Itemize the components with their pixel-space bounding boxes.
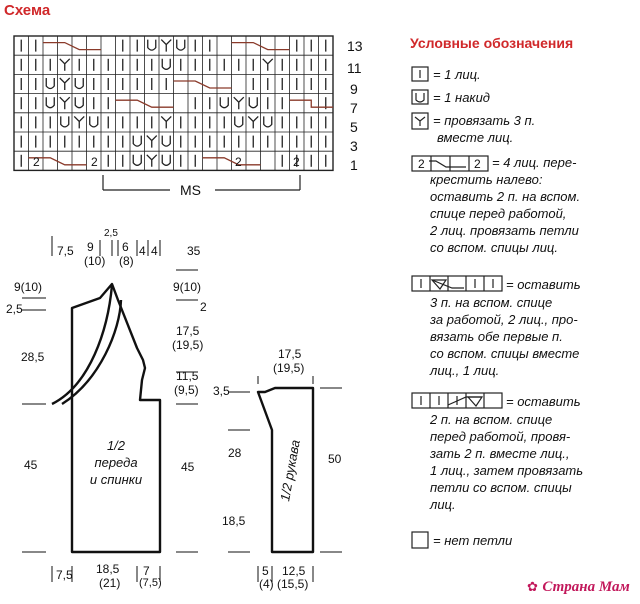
dim-top-g: 35: [187, 244, 201, 258]
dim-right-a: 9(10): [173, 280, 202, 294]
yarn-over-symbol: [177, 40, 185, 51]
yarn-over-symbol: [264, 116, 272, 126]
knitting-chart-symbols: [21, 40, 333, 167]
legend-text: перед работой, провя-: [430, 429, 571, 444]
yarn-over-symbol: [75, 78, 83, 89]
dim-bottom-b: 18,5: [96, 562, 120, 576]
cable-number: 2: [293, 155, 300, 169]
yarn-over-symbol: [61, 116, 69, 126]
diagram-title: Схема: [4, 2, 51, 19]
k3tog-symbol: [234, 97, 244, 109]
legend-cable-number: 2: [418, 157, 425, 171]
yarn-over-symbol: [148, 40, 156, 51]
yarn-over-symbol: [46, 97, 54, 108]
k3tog-symbol: [248, 116, 258, 128]
row-number-5: 5: [350, 119, 358, 135]
cable-cross-symbol: [290, 100, 334, 107]
dim-left-b: 2,5: [6, 302, 23, 316]
dim-top-d: 6: [122, 240, 129, 254]
sleeve-dim-left-c: 18,5: [222, 514, 246, 528]
sleeve-dim-left-b: 28: [228, 446, 242, 460]
yarn-over-symbol: [162, 59, 170, 70]
dim-right-c2: (19,5): [172, 338, 204, 352]
dim-right-c: 17,5: [176, 324, 200, 338]
legend-cable-left: [492, 154, 576, 171]
brand-watermark: [527, 578, 630, 596]
k3tog-symbol: [74, 116, 84, 128]
legend-text: = нет петли: [433, 533, 513, 548]
legend-cable-front-5: [506, 393, 581, 410]
body-label-line: 1/2: [106, 438, 126, 453]
body-piece-label: [84, 437, 148, 488]
sleeve-dim-bottom-a: 5: [262, 564, 269, 578]
legend-text: = 4 лиц. пере-: [492, 155, 577, 170]
dim-right-b: 2: [200, 300, 207, 314]
sleeve-dim-bottom-b2: (15,5): [277, 577, 309, 591]
legend-text: крестить налево:: [430, 172, 543, 187]
legend-text: вместе лиц.: [437, 130, 514, 145]
yarn-over-symbol: [162, 136, 170, 147]
dim-top-a: 7,5: [57, 244, 74, 258]
cable-number: 2: [91, 155, 98, 169]
legend-text: оставить 2 п. на вспом.: [430, 189, 581, 204]
yarn-over-symbol: [162, 155, 170, 166]
legend-cable-back-5-details: [430, 294, 579, 379]
legend-text: = оставить: [506, 394, 581, 409]
legend-text: 2 лиц. провязать петли: [430, 223, 579, 238]
legend-cable-number: 2: [474, 157, 481, 171]
legend-text: 2 п. на вспом. спице: [430, 412, 553, 427]
dim-top-c: 2,5: [104, 228, 118, 239]
legend-text: = провязать 3 п.: [433, 113, 536, 128]
yarn-over-symbol: [133, 136, 141, 147]
cable-number: 2: [235, 155, 242, 169]
yarn-over-symbol: [46, 78, 54, 89]
legend-no-stitch: [433, 532, 512, 549]
yarn-over-symbol: [220, 97, 228, 108]
row-number-9: 9: [350, 81, 358, 97]
yarn-over-symbol: [249, 97, 257, 108]
row-number-1: 1: [350, 157, 358, 173]
legend-text: = оставить: [506, 277, 581, 292]
yarn-over-symbol: [75, 97, 83, 108]
body-label-line: переда: [94, 455, 138, 470]
dim-bottom-a: 7,5: [56, 568, 73, 582]
legend-text: за работой, 2 лиц., про-: [430, 312, 578, 327]
legend-cable-front-5-details: [430, 411, 583, 513]
legend-text: петли со вспом. спицы: [430, 480, 572, 495]
repeat-bracket: [103, 175, 300, 190]
cable-number: 2: [33, 155, 40, 169]
dim-left-c: 28,5: [21, 350, 45, 364]
sleeve-dim-bottom-b: 12,5: [282, 564, 306, 578]
dim-top-b: 9: [87, 240, 94, 254]
body-piece-outline: [52, 284, 160, 552]
sleeve-dim-top-a: 17,5: [278, 347, 302, 361]
legend-text: = 1 лиц.: [433, 67, 481, 82]
legend-cable-back-5: [506, 276, 581, 293]
row-number-7: 7: [350, 100, 358, 116]
dim-right-d2: (9,5): [174, 383, 199, 397]
k3tog-symbol: [161, 40, 171, 52]
legend-cable-left-details: [430, 171, 580, 256]
yarn-over-symbol: [235, 116, 243, 126]
sleeve-dim-left-a: 3,5: [213, 384, 230, 398]
k3tog-symbol: [263, 59, 273, 71]
yarn-over-symbol: [133, 155, 141, 166]
row-number-13: 13: [347, 38, 363, 54]
body-label-line: и спинки: [89, 472, 143, 487]
legend-k3tog: [433, 112, 535, 146]
legend-text: = 1 накид: [433, 90, 490, 105]
dim-left-a: 9(10): [14, 280, 43, 294]
sleeve-dim-top-a2: (19,5): [273, 361, 305, 375]
legend-text: 3 п. на вспом. спице: [430, 295, 553, 310]
sleeve-piece-label: 1/2 рукава: [277, 438, 303, 503]
sleeve-dim-bottom-a2: (4): [259, 577, 274, 591]
k3tog-symbol: [161, 116, 171, 128]
legend-title: Условные обозначения: [410, 35, 574, 51]
legend-text: спице перед работой,: [430, 206, 567, 221]
legend-text: лиц.: [430, 497, 456, 512]
k3tog-symbol: [60, 59, 70, 71]
sleeve-dim-right-a: 50: [328, 452, 342, 466]
dim-bottom-b2: (21): [99, 576, 121, 590]
legend-yarn-over: [433, 89, 490, 106]
k3tog-symbol: [60, 78, 70, 90]
legend-text: 1 лиц., затем провязать: [430, 463, 584, 478]
k3tog-symbol: [147, 136, 157, 148]
dim-top-b2: (10): [84, 254, 106, 268]
dim-bottom-c: 7: [143, 564, 150, 578]
legend-text: зать 2 п. вместе лиц.,: [430, 446, 570, 461]
row-number-11: 11: [347, 60, 362, 76]
row-number-3: 3: [350, 138, 358, 154]
repeat-label: MS: [180, 182, 201, 198]
dim-right-d: 11,5: [176, 369, 199, 383]
k3tog-symbol: [60, 97, 70, 109]
dim-bottom-c2: (7,5): [139, 577, 162, 589]
legend-text: лиц., 1 лиц.: [430, 363, 500, 378]
knitting-chart-grid: [14, 36, 333, 170]
legend-text: со вспом. спицы вместе: [430, 346, 580, 361]
brand-text: Страна Мам: [542, 579, 630, 595]
dim-top-f: 4: [151, 244, 158, 258]
yarn-over-symbol: [90, 116, 98, 126]
dim-right-e: 45: [181, 460, 195, 474]
dim-top-d2: (8): [119, 254, 134, 268]
legend-knit: [433, 66, 481, 83]
k3tog-symbol: [147, 155, 157, 167]
legend-text: со вспом. спицы лиц.: [430, 240, 558, 255]
legend-text: вязать обе первые п.: [430, 329, 563, 344]
dim-left-d: 45: [24, 458, 38, 472]
brand-icon: ✿: [527, 579, 538, 594]
dim-top-e: 4: [139, 244, 146, 258]
